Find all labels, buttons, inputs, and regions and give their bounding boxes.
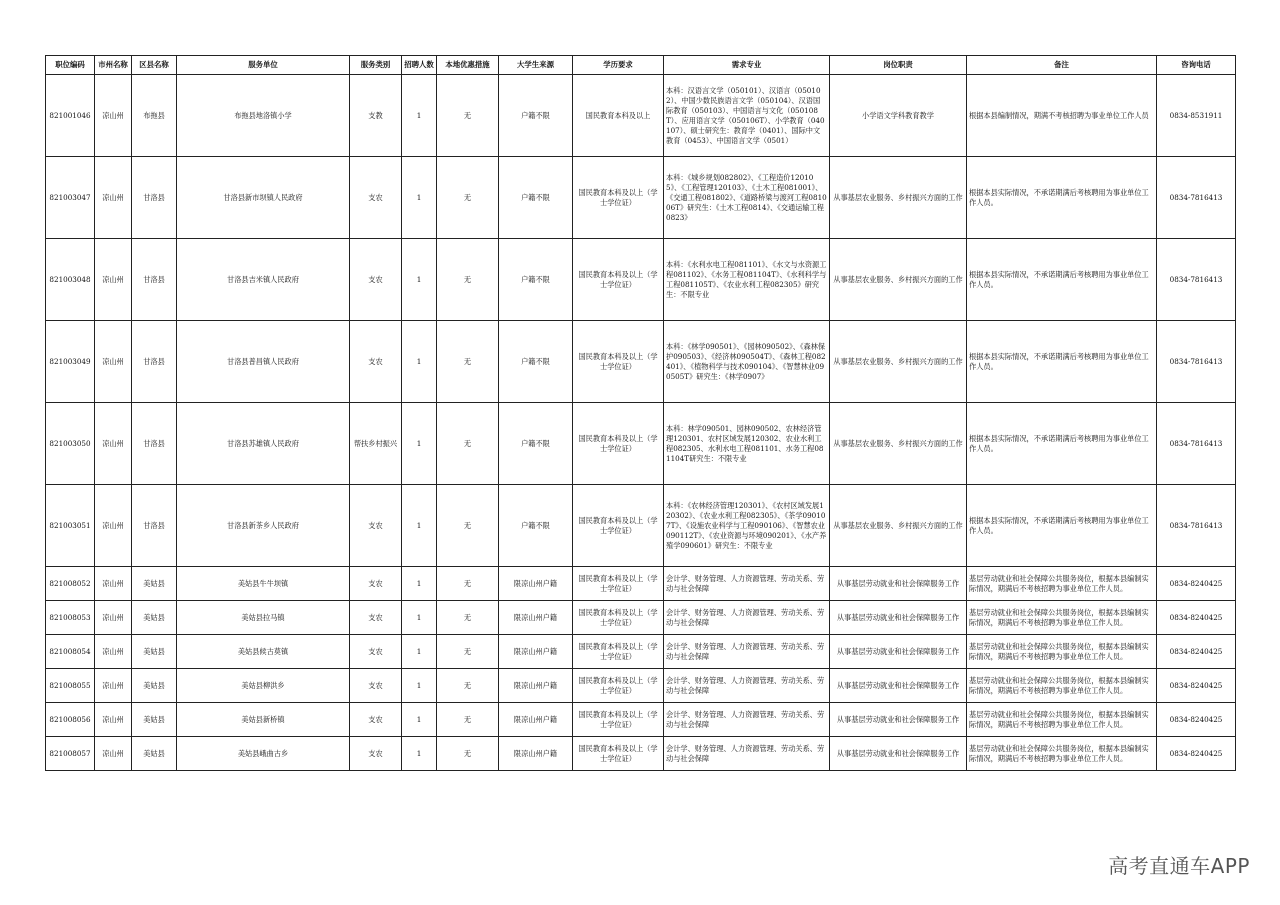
table-cell: 国民教育本科及以上（学士学位证） [573,485,664,567]
table-cell: 821003048 [46,239,95,321]
table-cell: 甘洛县 [132,403,177,485]
table-cell: 国民教育本科及以上 [573,75,664,157]
table-cell: 821008053 [46,601,95,635]
table-cell: 小学语文学科教育教学 [830,75,967,157]
table-cell: 从事基层农业服务、乡村振兴方面的工作 [830,403,967,485]
header-row [46,56,1236,75]
table-cell: 1 [402,635,437,669]
header-cell: 大学生来源 [499,56,573,75]
table-cell: 美姑县候古莫镇 [177,635,350,669]
table-cell: 从事基层劳动就业和社会保障服务工作 [830,635,967,669]
table-cell: 国民教育本科及以上（学士学位证） [573,737,664,771]
table-row [46,567,1236,601]
table-row [46,601,1236,635]
table-cell: 凉山州 [95,567,132,601]
table-cell: 凉山州 [95,703,132,737]
table-cell: 0834-8240425 [1157,737,1236,771]
table-cell: 根据本县实际情况，不承诺期满后考核聘用为事业单位工作人员。 [967,157,1157,239]
table-cell: 0834-7816413 [1157,157,1236,239]
table-cell: 凉山州 [95,485,132,567]
table-cell: 无 [437,601,499,635]
header-cell: 服务类别 [350,56,402,75]
table-cell: 本科：《城乡规划082802》、《工程造价120105》、《工程管理120103》、《土木工程081001》、《交通工程081802》、《道路桥梁与渡河工程081006T》研究生：《土木工程0814》、《交通运输工程0823》 [664,157,830,239]
recruitment-table [45,55,1236,771]
table-cell: 美姑县新桥镇 [177,703,350,737]
table-cell: 会计学、财务管理、人力资源管理、劳动关系、劳动与社会保障 [664,669,830,703]
table-cell: 本科：林学090501、园林090502、农林经济管理120301、农村区域发展120302、农业水利工程082305、水利水电工程081101、水务工程081104T研究生：不限专业 [664,403,830,485]
header-cell: 招聘人数 [402,56,437,75]
table-cell: 1 [402,567,437,601]
table-cell: 从事基层农业服务、乡村振兴方面的工作 [830,485,967,567]
table-cell: 户籍不限 [499,321,573,403]
table-cell: 根据本县实际情况，不承诺期满后考核聘用为事业单位工作人员。 [967,485,1157,567]
table-cell: 无 [437,737,499,771]
table-cell: 会计学、财务管理、人力资源管理、劳动关系、劳动与社会保障 [664,737,830,771]
table-cell: 821008054 [46,635,95,669]
table-cell: 凉山州 [95,239,132,321]
table-row [46,703,1236,737]
table-cell: 户籍不限 [499,485,573,567]
table-cell: 根据本县编制情况，期满不考核招聘为事业单位工作人员 [967,75,1157,157]
table-row [46,157,1236,239]
table-cell: 无 [437,485,499,567]
header-cell: 学历要求 [573,56,664,75]
table-cell: 821008055 [46,669,95,703]
table-cell: 无 [437,75,499,157]
table-cell: 0834-8240425 [1157,669,1236,703]
table-cell: 1 [402,75,437,157]
table-cell: 1 [402,601,437,635]
table-cell: 1 [402,157,437,239]
table-row [46,239,1236,321]
table-cell: 本科：《水利水电工程081101》、《水文与水资源工程081102》、《水务工程081104T》、《水利科学与工程081105T》、《农业水利工程082305》研究生：不限专业 [664,239,830,321]
table-cell: 国民教育本科及以上（学士学位证） [573,239,664,321]
table-cell: 甘洛县新市坝镇人民政府 [177,157,350,239]
table-cell: 帮扶乡村振兴 [350,403,402,485]
table-cell: 凉山州 [95,321,132,403]
table-cell: 户籍不限 [499,239,573,321]
table-cell: 凉山州 [95,157,132,239]
table-cell: 甘洛县 [132,157,177,239]
table-cell: 美姑县 [132,737,177,771]
table-cell: 从事基层农业服务、乡村振兴方面的工作 [830,239,967,321]
table-cell: 无 [437,321,499,403]
table-cell: 支农 [350,703,402,737]
table-cell: 无 [437,635,499,669]
table-cell: 户籍不限 [499,75,573,157]
table-cell: 1 [402,321,437,403]
table-cell: 限凉山州户籍 [499,601,573,635]
table-cell: 从事基层劳动就业和社会保障服务工作 [830,703,967,737]
table-row [46,403,1236,485]
table-cell: 1 [402,239,437,321]
table-cell: 支农 [350,567,402,601]
table-cell: 美姑县 [132,601,177,635]
table-cell: 会计学、财务管理、人力资源管理、劳动关系、劳动与社会保障 [664,703,830,737]
table-cell: 基层劳动就业和社会保障公共服务岗位，根据本县编制实际情况，期满后不考核招聘为事业单位工作人员。 [967,703,1157,737]
table-cell: 基层劳动就业和社会保障公共服务岗位，根据本县编制实际情况，期满后不考核招聘为事业单位工作人员。 [967,737,1157,771]
table-cell: 从事基层农业服务、乡村振兴方面的工作 [830,157,967,239]
table-cell: 支农 [350,239,402,321]
table-cell: 0834-7816413 [1157,403,1236,485]
table-cell: 本科：《农林经济管理120301》、《农村区域发展120302》、《农业水利工程082305》、《茶学090107T》、《设施农业科学与工程090106》、《智慧农业090112T》、《农业资源与环境090201》、《水产养殖学090601》研究生：不限专业 [664,485,830,567]
table-cell: 限凉山州户籍 [499,703,573,737]
table-cell: 国民教育本科及以上（学士学位证） [573,601,664,635]
table-cell: 根据本县实际情况，不承诺期满后考核聘用为事业单位工作人员。 [967,321,1157,403]
table-cell: 美姑县 [132,635,177,669]
table-cell: 1 [402,403,437,485]
table-cell: 美姑县牛牛坝镇 [177,567,350,601]
table-cell: 会计学、财务管理、人力资源管理、劳动关系、劳动与社会保障 [664,601,830,635]
table-cell: 无 [437,703,499,737]
table-row [46,737,1236,771]
table-cell: 821001046 [46,75,95,157]
table-cell: 美姑县拉马镇 [177,601,350,635]
table-cell: 无 [437,669,499,703]
table-cell: 821003050 [46,403,95,485]
table-cell: 821003047 [46,157,95,239]
table-cell: 甘洛县新茶乡人民政府 [177,485,350,567]
table-cell: 凉山州 [95,403,132,485]
table-cell: 凉山州 [95,737,132,771]
table-cell: 从事基层劳动就业和社会保障服务工作 [830,669,967,703]
table-cell: 从事基层农业服务、乡村振兴方面的工作 [830,321,967,403]
table-cell: 甘洛县 [132,239,177,321]
table-cell: 1 [402,737,437,771]
table-cell: 国民教育本科及以上（学士学位证） [573,403,664,485]
table-cell: 821008057 [46,737,95,771]
table-cell: 国民教育本科及以上（学士学位证） [573,669,664,703]
table-cell: 布拖县地洛镇小学 [177,75,350,157]
table-cell: 1 [402,703,437,737]
table-cell: 0834-7816413 [1157,485,1236,567]
table-cell: 国民教育本科及以上（学士学位证） [573,321,664,403]
table-cell: 甘洛县 [132,321,177,403]
table-cell: 会计学、财务管理、人力资源管理、劳动关系、劳动与社会保障 [664,567,830,601]
table-cell: 会计学、财务管理、人力资源管理、劳动关系、劳动与社会保障 [664,635,830,669]
table-cell: 基层劳动就业和社会保障公共服务岗位，根据本县编制实际情况，期满后不考核招聘为事业单位工作人员。 [967,567,1157,601]
table-row [46,635,1236,669]
table-cell: 0834-8240425 [1157,703,1236,737]
table-cell: 限凉山州户籍 [499,669,573,703]
table-row [46,669,1236,703]
table-cell: 0834-8531911 [1157,75,1236,157]
table-cell: 根据本县实际情况，不承诺期满后考核聘用为事业单位工作人员。 [967,239,1157,321]
table-cell: 国民教育本科及以上（学士学位证） [573,567,664,601]
table-cell: 0834-8240425 [1157,635,1236,669]
table-cell: 从事基层劳动就业和社会保障服务工作 [830,567,967,601]
table-cell: 1 [402,485,437,567]
table-cell: 无 [437,239,499,321]
header-cell: 服务单位 [177,56,350,75]
table-cell: 0834-7816413 [1157,321,1236,403]
table-cell: 甘洛县苏雄镇人民政府 [177,403,350,485]
table-cell: 支农 [350,321,402,403]
table-cell: 凉山州 [95,75,132,157]
header-cell: 职位编码 [46,56,95,75]
header-cell: 咨询电话 [1157,56,1236,75]
table-cell: 户籍不限 [499,157,573,239]
header-cell: 市州名称 [95,56,132,75]
table-cell: 1 [402,669,437,703]
table-cell: 国民教育本科及以上（学士学位证） [573,703,664,737]
table-cell: 凉山州 [95,601,132,635]
header-cell: 岗位职责 [830,56,967,75]
table-cell: 无 [437,157,499,239]
table-cell: 支农 [350,157,402,239]
table-cell: 根据本县实际情况，不承诺期满后考核聘用为事业单位工作人员。 [967,403,1157,485]
table-row [46,75,1236,157]
table-cell: 0834-8240425 [1157,567,1236,601]
table-cell: 无 [437,403,499,485]
table-cell: 甘洛县普昌镇人民政府 [177,321,350,403]
table-body [46,75,1236,771]
table-cell: 凉山州 [95,635,132,669]
header-cell: 需求专业 [664,56,830,75]
table-cell: 限凉山州户籍 [499,635,573,669]
table-cell: 无 [437,567,499,601]
table-cell: 基层劳动就业和社会保障公共服务岗位，根据本县编制实际情况，期满后不考核招聘为事业单位工作人员。 [967,635,1157,669]
table-cell: 凉山州 [95,669,132,703]
table-cell: 限凉山州户籍 [499,737,573,771]
table-cell: 从事基层劳动就业和社会保障服务工作 [830,737,967,771]
table-cell: 从事基层劳动就业和社会保障服务工作 [830,601,967,635]
table-cell: 户籍不限 [499,403,573,485]
table-cell: 甘洛县 [132,485,177,567]
table-cell: 基层劳动就业和社会保障公共服务岗位，根据本县编制实际情况，期满后不考核招聘为事业单位工作人员。 [967,601,1157,635]
table-cell: 美姑县 [132,703,177,737]
table-cell: 美姑县峨曲古乡 [177,737,350,771]
table-cell: 美姑县 [132,567,177,601]
table-cell: 821008052 [46,567,95,601]
table-cell: 限凉山州户籍 [499,567,573,601]
table-cell: 支农 [350,485,402,567]
table-cell: 本科：汉语言文学（050101）、汉语言（050102）、中国少数民族语言文学（050104）、汉语国际教育（050103）、中国语言与文化（050108T）、应用语言文学（050106T）、小学教育（040107）、硕士研究生：教育学（0401）、国际中文教育（0453）、中国语言文学（0501） [664,75,830,157]
table-cell: 布拖县 [132,75,177,157]
table-row [46,485,1236,567]
table-cell: 821003049 [46,321,95,403]
table-cell: 支农 [350,635,402,669]
table-cell: 国民教育本科及以上（学士学位证） [573,157,664,239]
header-cell: 本地优惠措施 [437,56,499,75]
table-cell: 821008056 [46,703,95,737]
table-cell: 支农 [350,601,402,635]
table-cell: 美姑县柳洪乡 [177,669,350,703]
table-cell: 支农 [350,737,402,771]
table-cell: 本科：《林学090501》、《园林090502》、《森林保护090503》、《经济林090504T》、《森林工程082401》、《植物科学与技术090104》、《智慧林业090505T》研究生：《林学0907》 [664,321,830,403]
table-cell: 0834-7816413 [1157,239,1236,321]
table-cell: 基层劳动就业和社会保障公共服务岗位，根据本县编制实际情况，期满后不考核招聘为事业单位工作人员。 [967,669,1157,703]
table-cell: 甘洛县吉米镇人民政府 [177,239,350,321]
header-cell: 备注 [967,56,1157,75]
table-cell: 821003051 [46,485,95,567]
table-cell: 支教 [350,75,402,157]
table-row [46,321,1236,403]
table-cell: 国民教育本科及以上（学士学位证） [573,635,664,669]
table-cell: 0834-8240425 [1157,601,1236,635]
table-cell: 支农 [350,669,402,703]
table-cell: 美姑县 [132,669,177,703]
watermark: 高考直通车APP [1108,854,1250,878]
header-cell: 区县名称 [132,56,177,75]
